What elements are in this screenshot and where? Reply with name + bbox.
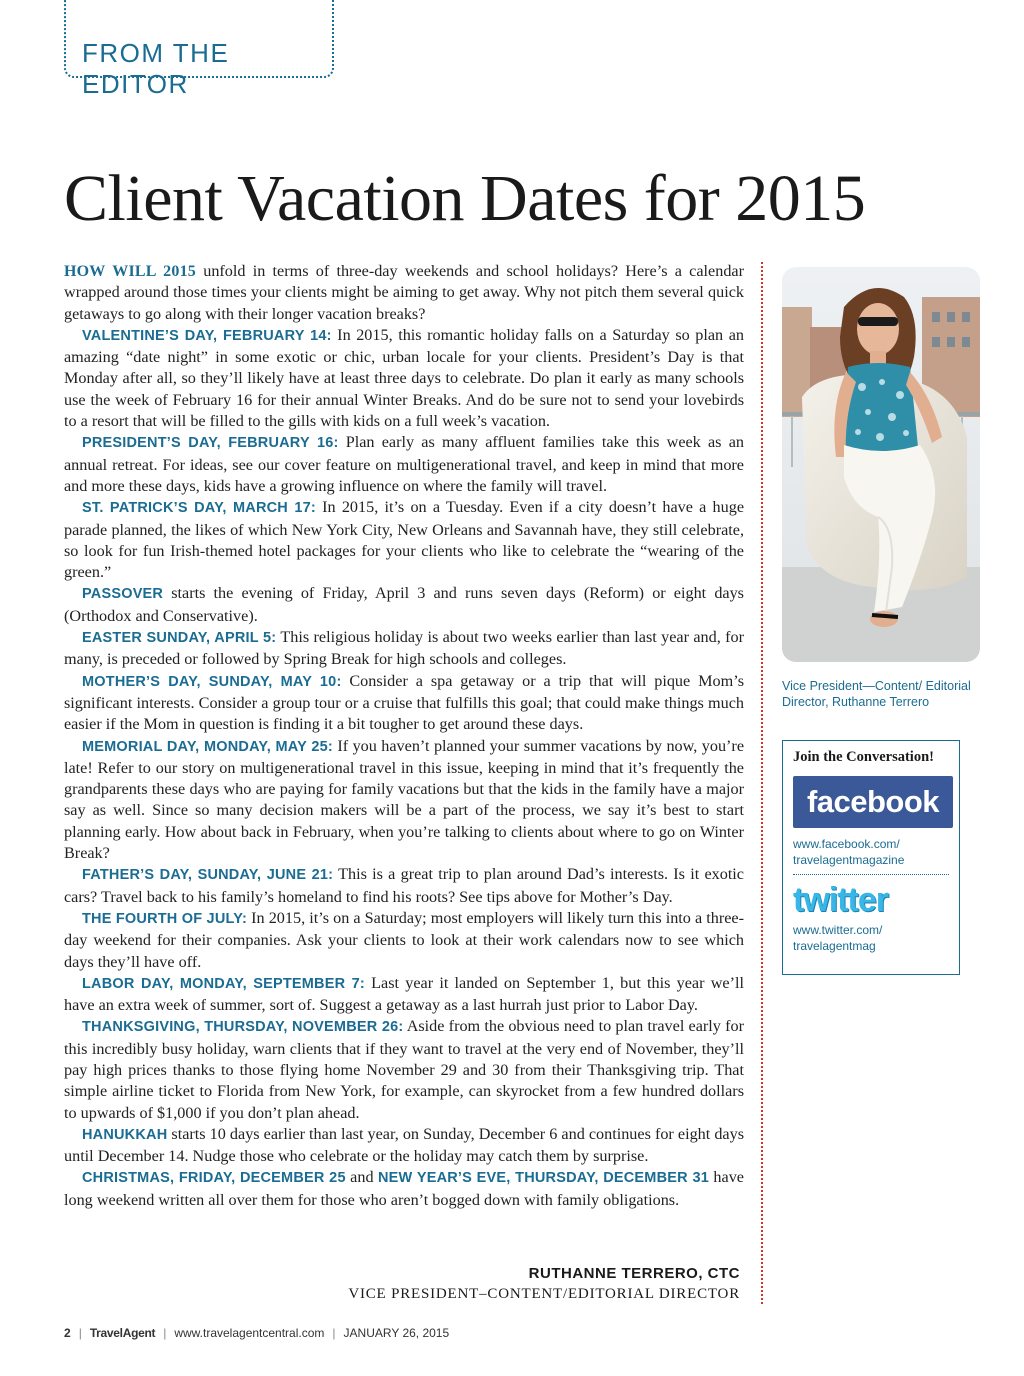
photo-caption: Vice President—Content/ Editorial Director, Ruthanne Terrero	[782, 679, 971, 709]
section-tag	[64, 0, 334, 99]
paragraph-lead: VALENTINE’S DAY, FEBRUARY 14:	[82, 327, 332, 344]
paragraph-mothers-day	[64, 671, 744, 736]
paragraph-lead: PRESIDENT’S DAY, FEBRUARY 16:	[82, 435, 339, 452]
paragraph-presidents	[64, 432, 744, 497]
column-divider	[761, 262, 763, 1304]
paragraph-text: Consider a spa getaway or a trip that will pique Mom’s significant interests. Consider a group tour or a cruise that fulfills this goal; that could make things much easier if the Mom in question is finding it a bit tougher to get around these days.	[64, 671, 744, 734]
paragraph-lead: NEW YEAR’S EVE, THURSDAY, DECEMBER 31	[378, 1170, 709, 1187]
footer-url[interactable]: www.travelagentcentral.com	[174, 1326, 325, 1340]
paragraph-hanukkah	[64, 1124, 744, 1168]
paragraph-text: Aside from the obvious need to plan travel early for this incredibly busy holiday, warn clients that if they want to travel at the very end of November, they’ll pay high prices thanks to those flying home November 29 and 30 from their Thanksgiving trip. That simple airline ticket to Florida from New York, for example, can skyrocket from a few hundred dollars to upwards of $1,000 if you don’t plan ahead.	[64, 1017, 744, 1122]
paragraph-lead: MEMORIAL DAY, MONDAY, MAY 25:	[82, 738, 333, 755]
page-number: 2	[64, 1326, 71, 1340]
paragraph-text: If you haven’t planned your summer vacations by now, you’re late! Refer to our story on multigenerational travel in this issue, keeping in mind that it’s frequently the grandparents these days who are paying for family vacations but that the kids in the family have a major say as well. Since so many decision makers will be a part of the process, we say it’s best to start planning early. How about back in February, when you’re talking to clients about where to go on Winter Break?	[64, 736, 744, 863]
paragraph-text: starts 10 days earlier than last year, on Sunday, December 6 and continues for eight days until December 14. Nudge those who celebrate or the holiday may catch them by surprise.	[64, 1124, 744, 1166]
paragraph-fourth-of-july	[64, 908, 744, 973]
footer-brand: TravelAgent	[89, 1326, 156, 1340]
paragraph-lead: THE FOURTH OF JULY:	[82, 910, 248, 927]
paragraph-lead: FATHER’S DAY, SUNDAY, JUNE 21:	[82, 867, 334, 884]
paragraph-lead: CHRISTMAS, FRIDAY, DECEMBER 25	[82, 1170, 346, 1187]
paragraph-lead: ST. PATRICK’S DAY, MARCH 17:	[82, 500, 316, 517]
paragraph-text: and	[345, 1168, 379, 1187]
page-footer	[64, 1326, 449, 1340]
footer-separator: |	[332, 1326, 336, 1340]
paragraph-text: This religious holiday is about two weeks earlier than last year and, for many, is preceded or followed by Spring Break for high schools and colleges.	[64, 628, 744, 669]
footer-date: JANUARY 26, 2015	[343, 1326, 450, 1340]
paragraph-text: starts the evening of Friday, April 3 and runs seven days (Reform) or eight days (Orthodox and Conservative).	[64, 584, 744, 625]
paragraph-st-patricks	[64, 497, 744, 583]
paragraph-lead: EASTER SUNDAY, APRIL 5:	[82, 630, 277, 647]
paragraph-text: This is a great trip to plan around Dad’s interests. Is it exotic cars? Travel back to his family’s homeland to find his roots? See tips above for Mother’s Day.	[64, 865, 744, 906]
paragraph-text: In 2015, this romantic holiday falls on a Saturday so plan an amazing “date night” in some exotic or chic, urban locale for your clients. President’s Day is that Monday after all, so they’ll likely have at least three days to celebrate. Do plan it early as many schools use the week of February 16 for their annual Winter Breaks. And do be sure not to send your lovebirds to a resort that will be filled to the gills with kids on a full week’s vacation.	[64, 325, 744, 431]
social-box	[782, 740, 960, 975]
paragraph-text: In 2015, it’s on a Saturday; most employers will likely turn this into a three-day weekend for their companies. Ask your clients to look at their work calendars now to see which days they’ll have off.	[64, 908, 745, 971]
paragraph-christmas-new-year	[64, 1167, 744, 1211]
twitter-link[interactable]: www.twitter.com/ travelagentmag	[793, 923, 883, 953]
twitter-logo-icon[interactable]: twitter	[793, 880, 888, 919]
footer-separator: |	[163, 1326, 167, 1340]
facebook-logo-icon[interactable]: facebook	[793, 776, 953, 828]
paragraph-lead: THANKSGIVING, THURSDAY, NOVEMBER 26:	[82, 1019, 404, 1036]
paragraph-lead: HOW WILL 2015	[64, 263, 196, 280]
signature-title: VICE PRESIDENT–CONTENT/EDITORIAL DIRECTOR	[348, 1286, 740, 1302]
paragraph-intro	[64, 261, 744, 325]
paragraph-memorial-day	[64, 736, 744, 865]
social-heading: Join the Conversation!	[793, 749, 934, 765]
paragraph-fathers-day	[64, 864, 744, 908]
paragraph-text: In 2015, it’s on a Tuesday. Even if a city doesn’t have a huge parade planned, the likes of which New York City, New Orleans and Savannah have, they still celebrate, so look for fun Irish-themed hotel packages for your clients who like to celebrate the “wearing of the green.”	[64, 498, 745, 582]
headline: Client Vacation Dates for 2015	[64, 162, 866, 235]
paragraph-lead: MOTHER’S DAY, SUNDAY, MAY 10:	[82, 673, 342, 690]
paragraph-text: Last year it landed on September 1, but this year we’ll have an extra week of summer, sort of. Suggest a getaway as a last hurrah just prior to Labor Day.	[64, 973, 744, 1015]
paragraph-passover	[64, 583, 744, 627]
social-divider	[793, 874, 949, 875]
article-body	[64, 261, 744, 1211]
paragraph-text: have long weekend written all over them for those who aren’t bogged down with family obligations.	[64, 1168, 744, 1209]
paragraph-lead: PASSOVER	[82, 586, 164, 603]
signature-block	[348, 1265, 740, 1303]
paragraph-text: Plan early as many affluent families take this week as an annual retreat. For ideas, see our cover feature on multigenerational travel, and keep in mind that more and more these days, kids have a growing influence on where the family will travel.	[64, 433, 744, 495]
paragraph-easter	[64, 627, 744, 671]
paragraph-lead: LABOR DAY, MONDAY, SEPTEMBER 7:	[82, 975, 365, 992]
paragraph-lead: HANUKKAH	[82, 1126, 168, 1143]
footer-separator: |	[78, 1326, 82, 1340]
section-label: FROM THE EDITOR	[82, 38, 230, 99]
paragraph-text: unfold in terms of three-day weekends and school holidays? Here’s a calendar wrapped around those times your clients might be aiming to get away. Why not pitch them several quick getaways to go along with their longer vacation breaks?	[64, 262, 744, 323]
paragraph-labor-day	[64, 973, 744, 1017]
signature-name: RUTHANNE TERRERO, CTC	[528, 1265, 740, 1282]
paragraph-valentines	[64, 325, 744, 432]
paragraph-thanksgiving	[64, 1016, 744, 1123]
facebook-link[interactable]: www.facebook.com/ travelagentmagazine	[793, 837, 905, 867]
editor-photo-illustration	[782, 267, 980, 662]
editor-photo	[782, 267, 980, 662]
